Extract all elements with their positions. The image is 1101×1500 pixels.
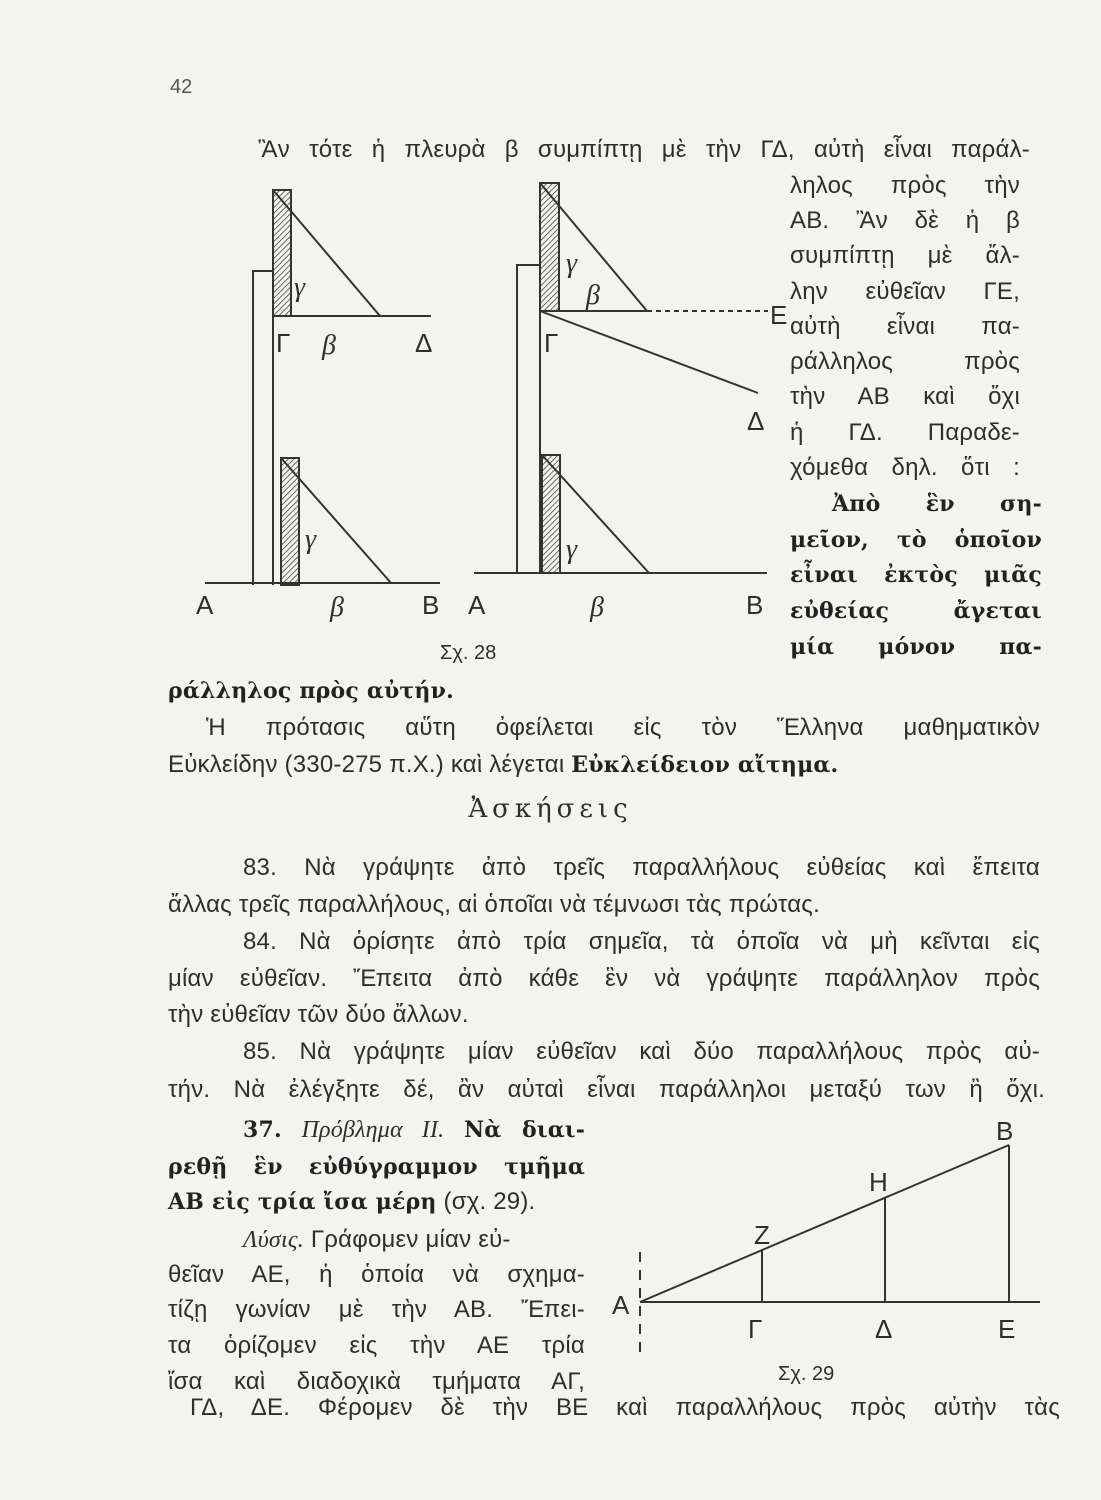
label: Ε — [770, 300, 788, 330]
text-line: αὐτὴ εἶναι πα- — [790, 313, 1020, 340]
solution-label: Λύσις. — [243, 1227, 304, 1253]
exercise-85: τήν. Νὰ ἐλέγξητε δέ, ἂν αὐταὶ εἶναι παράλληλοι μεταξύ των ἢ ὄχι. — [168, 1076, 1045, 1103]
text-line: χόμεθα δηλ. ὅτι : — [790, 454, 1020, 481]
text-line: λην εὐθεῖαν ΓΕ, — [790, 278, 1020, 305]
figure-reference: (σχ. 29). — [443, 1188, 536, 1215]
euclid-line-1: Ἡ πρότασις αὕτη ὀφείλεται εἰς τὸν Ἕλληνα μαθηματικὸν — [206, 714, 1040, 741]
exercise-84: 84. Νὰ ὁρίσητε ἀπὸ τρία σημεῖα, τὰ ὁποῖα νὰ μὴ κεῖνται εἰς — [243, 928, 1040, 955]
euclid-postulate: Εὐκλείδειον αἴτημα. — [571, 752, 839, 778]
axiom-end: ράλληλος πρὸς αὐτήν. — [168, 678, 454, 704]
label: Δ — [747, 406, 765, 436]
text-line: ράλληλος πρὸς — [790, 348, 1020, 375]
axiom-line: εὐθείας ἄγεται — [790, 598, 1042, 624]
exercise-85: 85. Νὰ γράψητε μίαν εὐθεῖαν καὶ δύο παραλλήλους πρὸς αὐ- — [243, 1038, 1040, 1065]
ruler-outline — [253, 271, 273, 585]
label: Γ — [276, 328, 291, 358]
line-gamma-delta — [540, 311, 758, 393]
solution-line: ἴσα καὶ διαδοχικὰ τμήματα ΑΓ, — [168, 1368, 585, 1395]
solution-text: Γράφομεν μίαν εὐ- — [310, 1226, 511, 1253]
label: Α — [468, 590, 486, 620]
label: Η — [869, 1167, 888, 1197]
label: γ — [566, 534, 578, 565]
problem-number: 37. — [243, 1117, 282, 1143]
solution-line: ΓΔ, ΔΕ. Φέρομεν δὲ τὴν ΒΕ καὶ παραλλήλους πρὸς αὐτὴν τὰς — [190, 1394, 1060, 1421]
figure-28-caption: Σχ. 28 — [440, 642, 497, 664]
figure-29-caption: Σχ. 29 — [778, 1363, 835, 1385]
label: β — [330, 592, 344, 623]
exercises-heading: Ἀσκήσεις — [468, 794, 633, 824]
figure-28-left — [205, 190, 440, 585]
euclid-text: Εὐκλείδην (330-275 π.Χ.) καὶ λέγεται — [168, 751, 565, 778]
label: Β — [422, 590, 440, 620]
label: β — [586, 280, 600, 311]
label: β — [322, 330, 336, 361]
text-line: τὴν ΑΒ καὶ ὄχι — [790, 383, 1020, 410]
figure-29 — [640, 1145, 1040, 1355]
label: Δ — [415, 328, 433, 358]
text-line: ΑΒ. Ἂν δὲ ἡ β — [790, 207, 1020, 234]
label: Α — [612, 1290, 630, 1320]
problem-title: ΑΒ εἰς τρία ἴσα μέρη — [168, 1189, 437, 1215]
solution-line: τίζῃ γωνίαν μὲ τὴν ΑΒ. Ἔπει- — [168, 1296, 585, 1323]
solution-line: θεῖαν ΑΕ, ἡ ὁποία νὰ σχημα- — [168, 1261, 585, 1288]
exercise-83: 83. Νὰ γράψητε ἀπὸ τρεῖς παραλλήλους εὐθείας καὶ ἔπειτα — [243, 854, 1040, 881]
axiom-line: μία μόνον πα- — [790, 634, 1042, 660]
label: γ — [305, 524, 317, 555]
line-ab — [640, 1145, 1009, 1302]
text-line: ληλος πρὸς τὴν — [790, 172, 1020, 199]
solution-line: τα ὁρίζομεν εἰς τὴν ΑΕ τρία — [168, 1332, 585, 1359]
label: Ζ — [754, 1220, 770, 1250]
label: Β — [746, 590, 764, 620]
ruler-outline — [517, 265, 540, 573]
text-line: ἡ ΓΔ. Παραδε- — [790, 419, 1020, 446]
problem-title: Νὰ διαι- — [463, 1117, 586, 1143]
axiom-line: εἶναι ἐκτὸς μιᾶς — [790, 562, 1042, 588]
exercise-84: τὴν εὐθεῖαν τῶν δύο ἄλλων. — [168, 1001, 469, 1028]
axiom-line: Ἀπὸ ἓν ση- — [832, 491, 1042, 517]
exercise-84: μίαν εὐθεῖαν. Ἔπειτα ἀπὸ κάθε ἓν νὰ γράψητε παράλληλον πρὸς — [168, 965, 1040, 992]
problem-title: ρεθῇ ἓν εὐθύγραμμον τμῆμα — [168, 1154, 585, 1180]
label: Β — [996, 1116, 1014, 1146]
text-line: συμπίπτῃ μὲ ἄλ- — [790, 242, 1020, 269]
page-number: 42 — [170, 76, 193, 98]
problem-label: Πρόβλημα ΙΙ. — [301, 1117, 445, 1143]
label: γ — [294, 272, 306, 303]
label: Γ — [544, 328, 559, 358]
axiom-line: μεῖον, τὸ ὁποῖον — [790, 527, 1042, 553]
exercise-83: ἄλλας τρεῖς παραλλήλους, αἱ ὁποῖαι νὰ τέμνωσι τὰς πρώτας. — [168, 891, 820, 918]
label: β — [590, 592, 604, 623]
label: γ — [566, 248, 578, 279]
label: Ε — [998, 1314, 1016, 1344]
label: Γ — [748, 1314, 763, 1344]
label: Α — [196, 590, 214, 620]
figure-28-right — [474, 183, 768, 573]
set-square-bottom-hatched-edge — [281, 458, 299, 585]
intro-line: Ἂν τότε ἡ πλευρὰ β συμπίπτῃ μὲ τὴν ΓΔ, αὐτὴ εἶναι παράλ- — [258, 136, 1030, 163]
label: Δ — [875, 1314, 893, 1344]
